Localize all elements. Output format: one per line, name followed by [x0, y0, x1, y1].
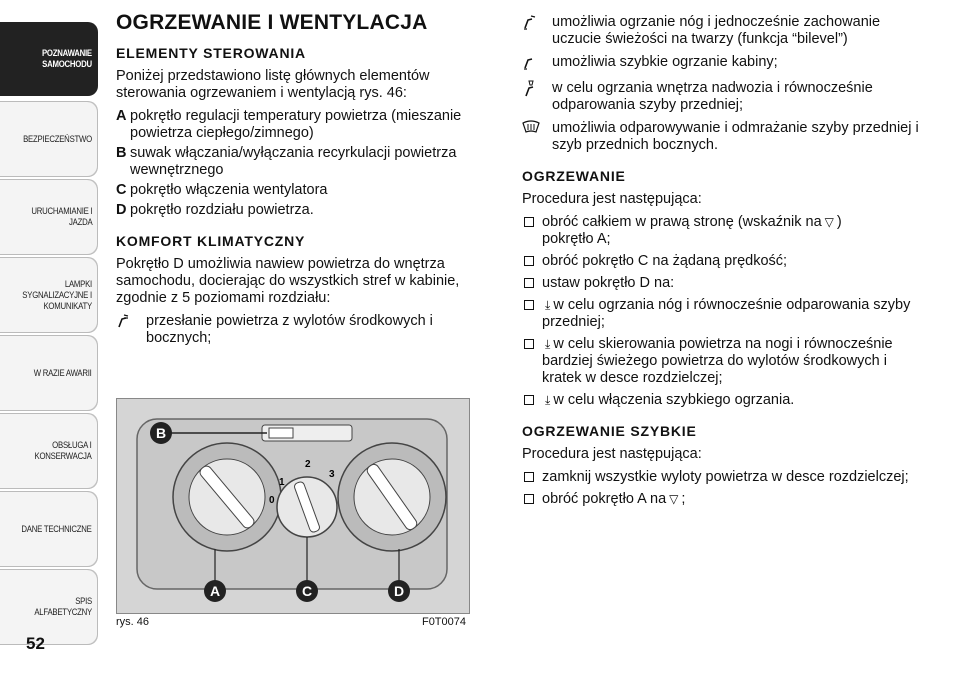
figure-code: F0T0074: [421, 616, 466, 628]
label-d: D: [393, 583, 405, 599]
fan-speed-1: 1: [279, 477, 285, 488]
section-intro: Procedura jest następująca:: [522, 446, 702, 462]
tab-label: DANE TECHNICZNE: [21, 523, 92, 535]
checkbox-bullet-icon: [524, 278, 534, 288]
vent-feet-defrost-icon: ⤓: [545, 298, 551, 312]
control-item: B suwak włączania/wyłączania recyrkulacji powietrza wewnętrznego: [116, 145, 457, 178]
checkbox-bullet-icon: [524, 395, 534, 405]
defrost-icon: [522, 120, 552, 154]
step-item: obróć pokrętło A na ▽ ;: [522, 491, 922, 508]
tab-label: URUCHAMIANIE I JAZDA: [30, 206, 92, 228]
defrost-icon: ▽: [824, 215, 834, 229]
checkbox-bullet-icon: [524, 494, 534, 504]
mode-item: umożliwia szybkie ogrzanie kabiny;: [522, 54, 922, 74]
vent-feet-icon: [522, 54, 552, 74]
control-item: C pokrętło włączenia wentylatora: [116, 182, 328, 198]
checkbox-bullet-icon: [524, 339, 534, 349]
label-a: A: [209, 583, 221, 599]
tab-uruchamianie[interactable]: [0, 180, 98, 254]
right-column: [522, 14, 922, 513]
tab-obsluga[interactable]: [0, 414, 98, 488]
tab-poznawanie[interactable]: [0, 22, 98, 96]
tab-label: BEZPIECZEŃSTWO: [23, 133, 92, 145]
step-item: obróć całkiem w prawą stronę (wskaźnik na ▽ ) pokrętło A;: [522, 214, 922, 248]
tab-label: POZNAWANIE SAMOCHODU: [42, 48, 92, 70]
step-item: ⤓ w celu włączenia szybkiego ogrzania.: [522, 392, 922, 409]
step-item: zamknij wszystkie wyloty powietrza w desce rozdzielczej;: [522, 469, 922, 486]
label-b: B: [155, 425, 167, 441]
section-heading: OGRZEWANIE: [522, 168, 626, 184]
section-intro: Poniżej przedstawiono listę głównych elementów sterowania ogrzewaniem i wentylacją rys. 46:: [116, 68, 430, 101]
section-intro: Pokrętło D umożliwia nawiew powietrza do wnętrza samochodu, docierając do wszystkich stref w kabinie, zgodnie z 5 poziomami rozdziału:: [116, 256, 460, 306]
vent-face-icon: [116, 313, 146, 347]
tab-dane[interactable]: [0, 492, 98, 566]
mode-item: umożliwia ogrzanie nóg i jednocześnie zachowanie uczucie świeżości na twarzy (funkcja “bilevel”): [522, 14, 922, 48]
checkbox-bullet-icon: [524, 472, 534, 482]
tab-lampki[interactable]: [0, 258, 98, 332]
section-heading: OGRZEWANIE SZYBKIE: [522, 423, 697, 439]
checkbox-bullet-icon: [524, 217, 534, 227]
section-intro: Procedura jest następująca:: [522, 191, 702, 207]
figure-46: [116, 398, 470, 628]
step-item: obróć pokrętło C na żądaną prędkość;: [522, 253, 922, 270]
left-column: [116, 11, 496, 353]
step-item: ⤓ w celu ogrzania nóg i równocześnie odparowania szyby przedniej;: [522, 297, 922, 331]
defrost-icon: ▽: [669, 492, 679, 506]
tab-label: OBSŁUGA I KONSERWACJA: [34, 440, 92, 462]
figure-caption: rys. 46: [116, 616, 150, 628]
vent-bilevel-icon: [522, 14, 552, 48]
fan-speed-3: 3: [329, 469, 335, 480]
mode-item: umożliwia odparowywanie i odmrażanie szyby przedniej i szyb przednich bocznych.: [522, 120, 922, 154]
mode-item: w celu ogrzania wnętrza nadwozia i równocześnie odparowania szyby przedniej;: [522, 80, 922, 114]
tab-label: LAMPKI SYGNALIZACYJNE I KOMUNIKATY: [22, 278, 92, 312]
tab-label: W RAZIE AWARII: [34, 367, 92, 379]
control-panel-image: [116, 398, 470, 614]
step-item: ustaw pokrętło D na:: [522, 275, 922, 292]
page-title: OGRZEWANIE I WENTYLACJA: [116, 11, 428, 34]
tab-bezpieczenstwo[interactable]: [0, 102, 98, 176]
control-item: D pokrętło rozdziału powietrza.: [116, 202, 314, 218]
label-c: C: [301, 583, 313, 599]
checkbox-bullet-icon: [524, 300, 534, 310]
fan-speed-0: 0: [269, 495, 275, 506]
fan-speed-2: 2: [305, 459, 311, 470]
control-item: A pokrętło regulacji temperatury powietrza (mieszanie powietrza ciepłego/zimnego): [116, 108, 462, 141]
checkbox-bullet-icon: [524, 256, 534, 266]
vent-feet-defrost-icon: [522, 80, 552, 114]
section-heading: ELEMENTY STEROWANIA: [116, 45, 306, 61]
step-item: ⤓ w celu skierowania powietrza na nogi i równocześnie bardziej świeżego powietrza do wylotów środkowych i kratek w desce rozdzielczej;: [522, 336, 922, 387]
tab-spis[interactable]: [0, 570, 98, 644]
section-heading: KOMFORT KLIMATYCZNY: [116, 233, 306, 249]
vent-feet-icon: ⤓: [545, 393, 551, 407]
mode-item: przesłanie powietrza z wylotów środkowych i bocznych;: [116, 313, 496, 347]
tab-label: SPIS ALFABETYCZNY: [34, 596, 92, 618]
tab-awarie[interactable]: [0, 336, 98, 410]
vent-bilevel-icon: ⤓: [545, 337, 551, 351]
page-number: 52: [26, 634, 45, 653]
